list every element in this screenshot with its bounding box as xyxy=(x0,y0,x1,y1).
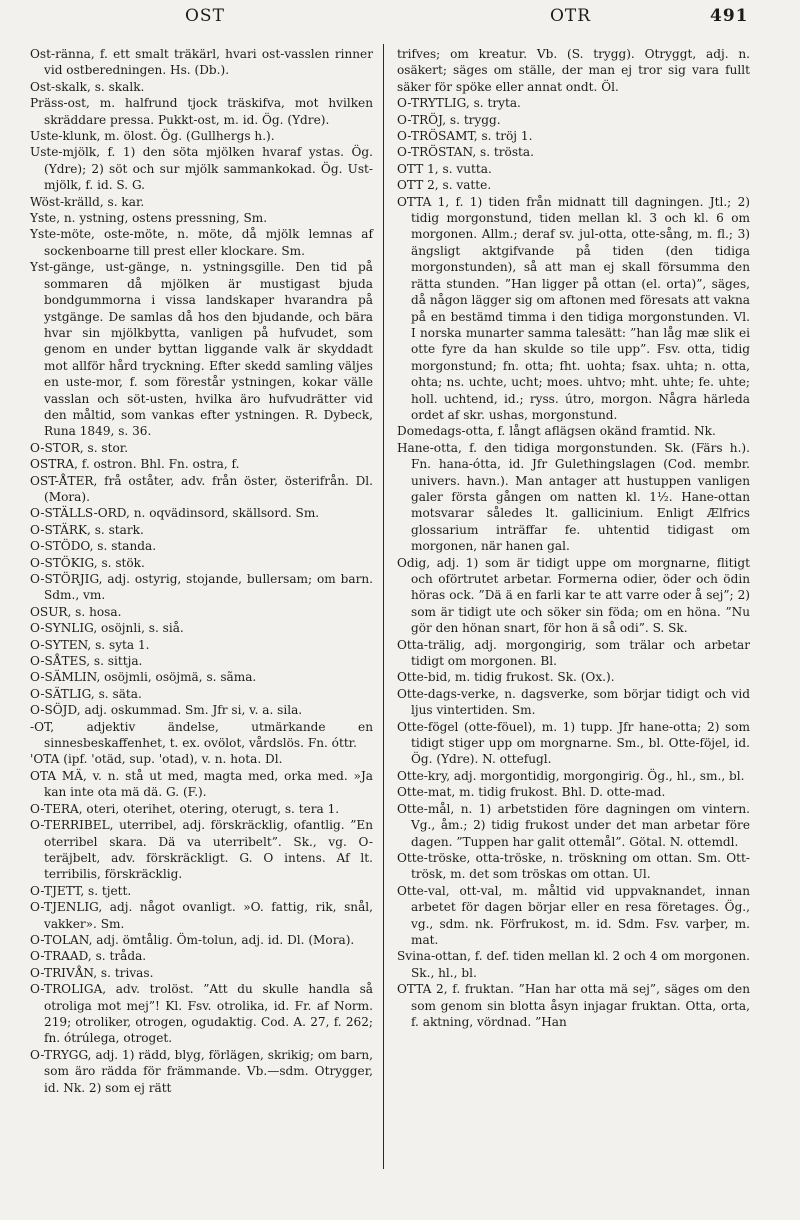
dictionary-entry: O-TERA, oteri, oterihet, otering, oterugt, s. tera 1. xyxy=(30,801,340,816)
running-head-left: OST xyxy=(185,6,225,26)
dictionary-entry: O-STÄRK, s. stark. xyxy=(30,522,144,537)
dictionary-entry: O-TJENLIG, adj. något ovanligt. »O. fattig, rik, snål, vakker». Sm. xyxy=(30,900,373,931)
dictionary-entry: O-TRÖJ, s. trygg. xyxy=(397,112,501,127)
dictionary-entry: Otte-fögel (otte-föuel), m. 1) tupp. Jfr hane-otta; 2) som tidigt stiger upp om morgnarne. Sm., bl. Otte-föjel, id. Ög. (Ydre). N. ottefugl. xyxy=(397,719,750,767)
dictionary-entry: O-SÄMLIN, osöjmli, osöjmä, s. sãma. xyxy=(30,670,257,685)
dictionary-entry: O-TROLIGA, adv. trolöst. ”Att du skulle handla så otroliga mot mej”! Kl. Fsv. otrolika, id. Fr. af Norm. 219; otroliker, otrogen, ogudaktig. Cod. A. 27, f. 262; fn. ótrúlega, otroget. xyxy=(30,982,373,1046)
dictionary-entry: Otte-bid, m. tidig frukost. Sk. (Ox.). xyxy=(397,670,615,685)
dictionary-entry: Otte-dags-verke, n. dagsverke, som börjar tidigt och vid ljus vintertiden. Sm. xyxy=(397,686,750,718)
dictionary-entry: O-STÖDO, s. standa. xyxy=(30,539,157,554)
dictionary-entry: OSTRA, f. ostron. Bhl. Fn. ostra, f. xyxy=(30,457,240,472)
dictionary-entry: Odig, adj. 1) som är tidigt uppe om morgnarne, flitigt och oförtrutet arbetar. Formerna odier, öder och ödin höras ock. ”Dä ä en farli kar te att varre oder å sej”; 2) som är tidigt ute och söker sin föda; om en höna. ”Nu gör den hönan snart, för hon ä så odi”. S. Sk. xyxy=(397,555,750,636)
dictionary-entry: O-STÄLLS-ORD, n. oqvädinsord, skällsord. Sm. xyxy=(30,506,320,521)
column-divider xyxy=(383,44,384,1169)
dictionary-entry: Domedags-otta, f. långt aflägsen okänd framtid. Nk. xyxy=(397,424,716,439)
dictionary-entry: Ost-skalk, s. skalk. xyxy=(30,79,145,94)
dictionary-entry: Otte-tröske, otta-tröske, n. tröskning om ottan. Sm. Ott-trösk, m. det som tröskas om ottan. Ul. xyxy=(397,850,750,882)
dictionary-entry: O-SÖJD, adj. oskummad. Sm. Jfr si, v. a. sila. xyxy=(30,703,303,718)
dictionary-entry: O-STÖKIG, s. stök. xyxy=(30,555,145,570)
dictionary-entry: OTTA 2, f. fruktan. ”Han har otta mä sej”, säges om den som genom sin blotta åsyn injagar fruktan. Otta, orta, f. aktning, vördnad. ”Han xyxy=(397,982,750,1029)
dictionary-entry: Svina-ottan, f. def. tiden mellan kl. 2 och 4 om morgonen. Sk., hl., bl. xyxy=(397,949,750,980)
dictionary-entry: O-TOLAN, adj. ömtålig. Öm-tolun, adj. id. Dl. (Mora). xyxy=(30,932,355,947)
dictionary-entry: Yste, n. ystning, ostens pressning, Sm. xyxy=(30,211,268,226)
dictionary-entry: Wöst-krälld, s. kar. xyxy=(30,194,145,209)
dictionary-entry: O-TRIVÅN, s. trivas. xyxy=(30,965,154,980)
dictionary-entry: O-STOR, s. stor. xyxy=(30,440,129,455)
dictionary-entry: O-TERRIBEL, uterribel, adj. förskräcklig, ofantlig. ”En oterribel skara. Dä va uterribelt”. Sk., vg. O-teräjbelt, adv. förskräckligt. G. O intens. Af lt. terribilis, förskräcklig. xyxy=(30,818,373,882)
dictionary-entry: OTA MÄ, v. n. stå ut med, magta med, orka med. »Ja kan inte ota mä dä. G. (F.). xyxy=(30,768,373,800)
dictionary-entry: 'OTA (ipf. 'otäd, sup. 'otad), v. n. hota. Dl. xyxy=(30,752,283,767)
right-column xyxy=(397,46,750,1030)
dictionary-entry: Otte-mål, n. 1) arbetstiden före dagningen om vintern. Vg., åm.; 2) tidig frukost under det man arbetar före dagen. ”Tuppen har galit ottemål”. Götal. N. ottemdl. xyxy=(397,801,750,849)
page-number: 491 xyxy=(710,6,749,26)
dictionary-entry: Otta-trälig, adj. morgongirig, som trälar och arbetar tidigt om morgonen. Bl. xyxy=(397,637,750,669)
dictionary-entry: Otte-kry, adj. morgontidig, morgongirig. Ög., hl., sm., bl. xyxy=(397,768,745,783)
dictionary-entry: Yst-gänge, ust-gänge, n. ystningsgille. Den tid på sommaren då mjölken är mustigast bjuda bondgummorna i vissa landskaper hvarandra på ystgänge. De samlas då hos den bjudande, och bära hvar sin mjölkbytta, vanligen på hufvudet, som genom en under byttan liggande valk är skyddadt mot allför hård tryckning. Efter skedd samling väljes en uste-mor, f. som förestår ystningen, kokar välle vasslan och söt-usten, hvilka äro hufvudrätter vid den måltid, som vankas efter ystningen. R. Dybeck, Runa 1849, s. 36. xyxy=(30,260,373,439)
dictionary-entry: Uste-mjölk, f. 1) den söta mjölken hvaraf ystas. Ög. (Ydre); 2) söt och sur mjölk sammankokad. Ög. Ust-mjölk, f. id. S. G. xyxy=(30,145,373,193)
dictionary-entry: -OT, adjektiv ändelse, utmärkande en sinnesbeskaffenhet, t. ex. ovölot, vårdslös. Fn. óttr. xyxy=(30,719,373,751)
dictionary-entry: O-SÄTLIG, s. säta. xyxy=(30,686,142,701)
dictionary-entry: O-TJETT, s. tjett. xyxy=(30,883,132,898)
dictionary-entry: O-SYNLIG, osöjnli, s. siå. xyxy=(30,621,184,636)
dictionary-entry: O-TRYGG, adj. 1) rädd, blyg, förlägen, skrikig; om barn, som äro rädda för främmande. Vb.—sdm. Otrygger, id. Nk. 2) som ej rätt xyxy=(30,1047,373,1095)
dictionary-entry: OST-ÅTER, frå oståter, adv. från öster, österifrån. Dl. (Mora). xyxy=(30,473,373,504)
dictionary-entry: Ost-ränna, f. ett smalt träkärl, hvari ost-vasslen rinner vid ostberedningen. Hs. (Db.). xyxy=(30,47,373,78)
dictionary-entry: trifves; om kreatur. Vb. (S. trygg). Otryggt, adj. n. osäkert; säges om ställe, der man ej tror sig vara fullt säker för spöke eller annat ondt. Öl. xyxy=(397,47,750,94)
dictionary-entry: Otte-val, ott-val, m. måltid vid uppvaknandet, innan arbetet för dagen börjar eller en resa företages. Ög., vg., sdm. nk. Förfrukost, m. id. Sdm. Fsv. varþer, m. mat. xyxy=(397,883,750,947)
dictionary-entry: O-TRÖSTAN, s. trösta. xyxy=(397,145,534,160)
dictionary-entry: Präss-ost, m. halfrund tjock träskifva, mot hvilken skräddare pressa. Pukkt-ost, m. id. Ög. (Ydre). xyxy=(30,96,373,127)
left-column xyxy=(30,46,373,1096)
dictionary-entry: OTT 1, s. vutta. xyxy=(397,161,492,176)
dictionary-entry: O-SYTEN, s. syta 1. xyxy=(30,637,150,652)
dictionary-entry: O-TRAAD, s. tråda. xyxy=(30,949,147,964)
dictionary-entry: OTT 2, s. vatte. xyxy=(397,178,492,193)
dictionary-entry: Otte-mat, m. tidig frukost. Bhl. D. otte-mad. xyxy=(397,785,666,800)
dictionary-entry: Hane-otta, f. den tidiga morgonstunden. Sk. (Färs h.). Fn. hana-ótta, id. Jfr Gulethingslagen (Cod. membr. univers. havn.). Man antager att hustuppen vanligen galer första gången om natten kl. 1½. Hane-ottan motsvarar således lt. gallicinium. Enligt Ælfrics glossarium inträffar fe. uhtentid tidigast om morgonen, när hanen gal. xyxy=(397,440,750,554)
dictionary-entry: O-TRÖSAMT, s. tröj 1. xyxy=(397,129,533,144)
dictionary-entry: OTTA 1, f. 1) tiden från midnatt till dagningen. Jtl.; 2) tidig morgonstund, tiden mellan kl. 3 och kl. 6 om morgonen. Allm.; deraf sv. jul-otta, otte-sång, m. fl.; 3) ängsligt aktgifvande på tiden (den tidiga morgonstunden), så att man ej skall försumma den rätta stunden. ”Han ligger på ottan (el. orta)”, säges, då någon lägger sig om aftonen med föresats att vakna på en bestämd timma i den tidiga morgonstunden. Vl. I norska munarter samma talesätt: ”han låg mæ slik ei otte fyre da han skulde so tile upp”. Fsv. otta, tidig morgonstund; fn. otta; fht. uohta; fsax. uhta; n. otta, ohta; ns. uchte, ucht; moes. uhtvo; mht. uhte; fe. uhte; holl. uchtend, id.; ryss. útro, morgon. Några härleda ordet af skr. ushas, morgonstund. xyxy=(397,194,750,422)
running-head-right: OTR xyxy=(550,6,592,26)
dictionary-entry: O-TRYTLIG, s. tryta. xyxy=(397,96,521,111)
dictionary-entry: OSUR, s. hosa. xyxy=(30,604,122,619)
dictionary-entry: Yste-möte, oste-möte, n. möte, då mjölk lemnas af sockenboarne till prest eller klockare. Sm. xyxy=(30,227,373,258)
dictionary-entry: Uste-klunk, m. ölost. Ög. (Gullhergs h.). xyxy=(30,129,275,144)
dictionary-entry: O-SÅTES, s. sittja. xyxy=(30,654,143,669)
dictionary-entry: O-STÖRJIG, adj. ostyrig, stojande, bullersam; om barn. Sdm., vm. xyxy=(30,572,373,603)
